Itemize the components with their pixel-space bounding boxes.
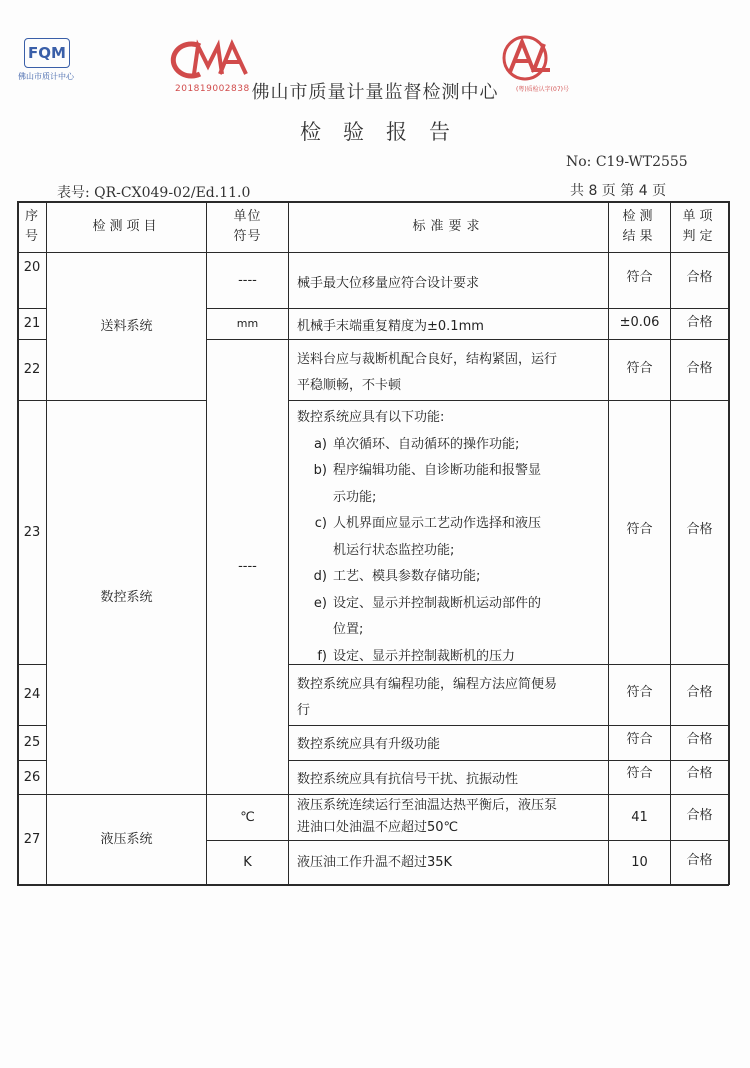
row-26-seq: 26: [23, 769, 41, 785]
row-27b-unit: K: [243, 854, 252, 870]
row-23-seq: 23: [23, 524, 41, 540]
fqm-logo-mark: FQM: [24, 38, 70, 68]
row-26-result: 符合: [626, 766, 653, 782]
report-number: No: C19-WT2555: [566, 154, 688, 170]
document-title: 检验报告: [300, 120, 472, 144]
header-verdict: 单项判定: [682, 208, 717, 244]
header-unit: 单位符号: [233, 208, 262, 244]
row-27b-verdict: 合格: [686, 853, 713, 869]
row-20-verdict: 合格: [686, 270, 713, 286]
header-seq: 序号: [25, 208, 40, 244]
row-26-requirement: 数控系统应具有抗信号干扰、抗振动性: [297, 771, 519, 787]
row-23-item-a: a) 单次循环、自动循环的操作功能;: [313, 436, 520, 452]
row-23-verdict: 合格: [686, 522, 713, 538]
row-20-result: 符合: [626, 270, 653, 286]
cma-certificate-number: 201819002838: [175, 84, 250, 94]
row-24-seq: 24: [23, 687, 41, 703]
row-20-requirement: 械手最大位移量应符合设计要求: [297, 275, 480, 291]
row-21-result: ±0.06: [619, 314, 660, 330]
row-24-verdict: 合格: [686, 684, 713, 700]
row-21-verdict: 合格: [686, 314, 713, 330]
group-cnc-system: 数控系统: [100, 589, 153, 605]
row-23-result: 符合: [626, 522, 653, 538]
row-22-seq: 22: [23, 362, 41, 378]
fqm-logo-caption: 佛山市质计中心: [18, 72, 74, 81]
row-24-result: 符合: [626, 684, 653, 700]
group-hydraulic-system: 液压系统: [100, 831, 153, 847]
row-21-unit: mm: [236, 316, 259, 330]
row-23-intro: 数控系统应具有以下功能:: [297, 410, 445, 425]
row-24-requirement-line-2: 行: [297, 703, 311, 718]
row-27a-requirement: [289, 795, 608, 840]
form-number: 表号: QR-CX049-02/Ed.11.0: [57, 185, 251, 201]
header-item: 检测项目: [92, 218, 161, 234]
row-25-seq: 25: [23, 735, 41, 751]
row-27a-requirement-line-2: 进油口处油温不应超过50℃: [297, 820, 459, 835]
row-23-item-c: c) 人机界面应显示工艺动作选择和液压: [314, 516, 542, 531]
row-27a-result: 41: [631, 809, 648, 825]
group-feeding-system: 送料系统: [100, 318, 153, 334]
row-23-requirement: [289, 401, 608, 664]
row-20-seq: 20: [23, 260, 41, 276]
cal-caption: (粤)质检认字(07)号: [516, 86, 569, 93]
row-22-result: 符合: [626, 361, 653, 377]
row-25-result: 符合: [626, 732, 653, 748]
row-22-requirement-line-1: 送料台应与裁断机配合良好，结构紧固，运行: [297, 352, 558, 367]
row-24-requirement-line-1: 数控系统应具有编程功能，编程方法应简便易: [297, 677, 558, 692]
row-23-item-e: e) 设定、显示并控制裁断机运动部件的: [313, 595, 542, 611]
row-23-item-d: d) 工艺、模具参数存储功能;: [313, 569, 481, 584]
fqm-logo: [18, 38, 78, 82]
row-27a-requirement-line-1: 液压系统连续运行至油温达热平衡后，液压泵: [297, 798, 558, 813]
row-23-unit: ----: [238, 559, 257, 575]
row-20-unit: ----: [238, 272, 257, 288]
row-27a-verdict: 合格: [686, 808, 713, 824]
row-23-item-c-cont: 机运行状态监控功能;: [333, 542, 455, 558]
row-22-requirement: [289, 340, 608, 400]
row-22-verdict: 合格: [686, 361, 713, 377]
row-27a-unit: ℃: [240, 809, 255, 825]
row-25-requirement: 数控系统应具有升级功能: [297, 737, 441, 752]
header-result: 检测结果: [622, 208, 657, 244]
page-info: 共 8 页 第 4 页: [570, 183, 667, 199]
row-22-requirement-line-2: 平稳顺畅，不卡顿: [297, 378, 402, 393]
row-21-seq: 21: [23, 316, 41, 332]
row-23-item-f: f) 设定、显示并控制裁断机的压力: [317, 648, 516, 664]
row-27-seq: 27: [23, 831, 41, 847]
row-23-item-b: b) 程序编辑功能、自诊断功能和报警显: [313, 463, 542, 478]
row-27b-result: 10: [631, 854, 648, 870]
row-24-requirement: [289, 665, 608, 725]
row-25-verdict: 合格: [686, 732, 713, 748]
row-27b-requirement: 液压油工作升温不超过35K: [297, 854, 453, 870]
row-26-verdict: 合格: [686, 766, 713, 782]
row-23-item-b-cont: 示功能;: [333, 489, 377, 505]
organization-name: 佛山市质量计量监督检测中心: [251, 82, 499, 103]
header-standard: 标准要求: [412, 218, 485, 234]
row-21-requirement: 机械手末端重复精度为±0.1mm: [297, 319, 484, 334]
row-23-item-e-cont: 位置;: [333, 622, 364, 637]
